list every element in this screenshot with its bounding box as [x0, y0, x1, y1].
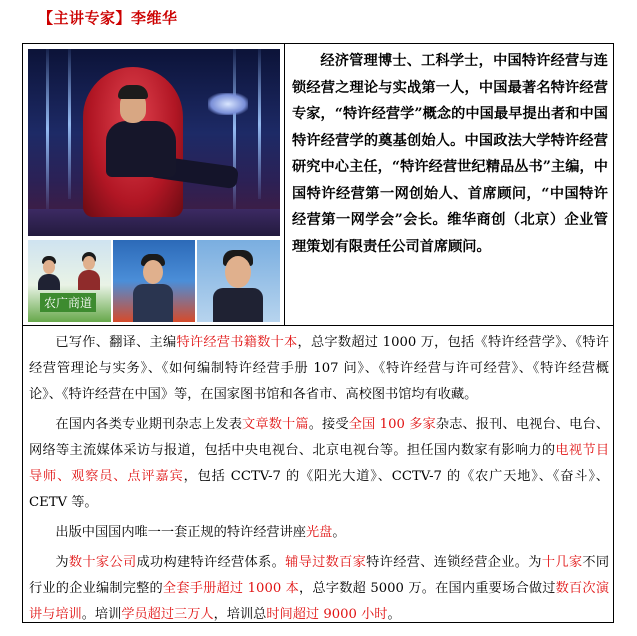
thumb-caption: 农广商道: [40, 293, 96, 312]
divider: [23, 325, 613, 326]
studio-logo: [208, 93, 248, 115]
photo-area: [23, 44, 285, 325]
paragraph-consulting: 为数十家公司成功构建特许经营体系。辅导过数百家特许经营、连锁经营企业。为十几家不同行业的企业编制完整的全套手册超过 1000 本，总字数超 5000 万。在国内重要场合做过数百次演讲与培训。培训学员超过三万人，培训总时间超过 9000 小时。: [29, 555, 610, 622]
profile-box: [22, 43, 614, 623]
expert-figure: [106, 121, 176, 177]
thumbnail-interview: [113, 240, 196, 322]
details-text: [29, 330, 609, 632]
bio-paragraph: 经济管理博士、工科学士，中国特许经营与连锁经营之理论与实战第一人，中国最著名特许经营专家，“特许经营学”概念的中国最早提出者和中国特许经营学的奠基创始人。中国政法大学特许经营研究中心主任，“特许经营世纪精品丛书”主编，中国特许经营第一网创始人、首席顾问，“中国特许经营第一网学会”会长。维华商创（北京）企业管理策划有限责任公司首席顾问。: [292, 53, 608, 255]
main-photo: [28, 49, 280, 236]
thumbnail-strip: [28, 240, 280, 322]
paragraph-lecture-disc: 出版中国国内唯一一套正规的特许经营讲座光盘。: [55, 525, 346, 540]
thumbnail-portrait: [197, 240, 280, 322]
paragraph-media: 在国内各类专业期刊杂志上发表文章数十篇。接受全国 100 多家杂志、报刊、电视台、电台、网络等主流媒体采访与报道，包括中央电视台、北京电视台等。担任国内数家有影响力的电视节目导师、观察员、点评嘉宾，包括 CCTV-7 的《阳光大道》、CCTV-7 的《农广天地》、《奋斗》、CETV 等。: [29, 417, 610, 510]
bio-text: [292, 48, 608, 260]
section-header: 【主讲专家】李维华: [38, 9, 178, 27]
thumbnail-tv-program: [28, 240, 111, 322]
paragraph-publications: 已写作、翻译、主编特许经营书籍数十本，总字数超过 1000 万，包括《特许经营学》、《特许经营管理论与实务》、《如何编制特许经营手册 107 问》、《特许经营与许可经营》、《特许经营概论》、《特许经营在中国》等，在国家图书馆和各省市、高校图书馆均有收藏。: [29, 335, 609, 402]
